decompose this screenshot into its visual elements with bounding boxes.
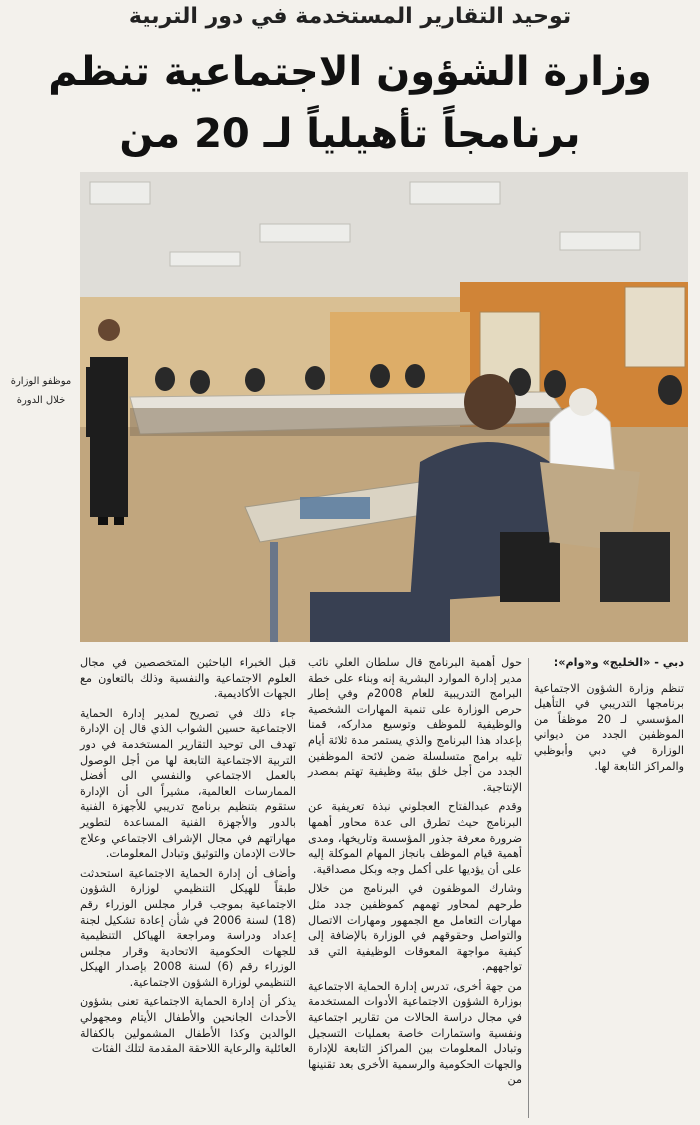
photo-illustration (80, 172, 688, 642)
paragraph: جاء ذلك في تصريح لمدير إدارة الحماية الاجتماعية حسين الشواب الذي قال إن الإدارة تهدف الى توحيد التقارير المستخدمة في دور التربية الاجتماعية التابعة لها من أجل الوصول بالعمل الاجتماعي والنفسي الى أفضل الممارسات العالمية، مشيراً الى أن الإدارة ستقوم بتنظيم برنامج تدريبي للأجهزة الفنية بالدور والأجهزة الفنية المساعدة لتطوير مهاراتهم في مجال الإشراف الاجتماعي وعلاج حالات الإدمان والتوثيق وتبادل المعلومات. (80, 706, 296, 861)
headline-line-2: برنامجاً تأهيلياً لـ 20 من (119, 111, 581, 157)
paragraph: حول أهمية البرنامج قال سلطان العلي نائب مدير إدارة الموارد البشرية إنه وبناء على خطة البرامج التدريبية للعام 2008م وفي إطار حرص الوزارة على تنمية المهارات الشخصية والوظيفية للموظف وتوسيع مداركه، قمنا بإعداد هذا البرنامج والذي يستمر مدة ثلاثة أيام تليه برامج متسلسلة ضمن لائحة الموظفين الجدد من أجل خلق بيئة وظيفية تهتم بمصدر الإنتاجية. (308, 656, 522, 794)
article-column-2 (308, 655, 522, 1092)
paragraph: يذكر أن إدارة الحماية الاجتماعية تعنى بشؤون الأحداث الجانحين والأطفال الأيتام ومجهولي الوالدين وكذا الأطفال المشمولين بالكفالة العائلية والرعاية اللاحقة المقدمة لتلك الفئات (80, 995, 296, 1056)
photo-caption: موظفو الوزارة خلال الدورة (10, 376, 72, 406)
article-column-1 (534, 655, 684, 778)
paragraph: وقدم عبدالفتاح العجلوني نبذة تعريفية عن البرنامج حيث تطرق الى عدة محاور أهمها ضرورة معرفة جذور المؤسسة وتاريخها، ومدى أهمية قيام الموظف بانجاز المهام الموكلة إليه على أن يؤديها على أكمل وجه وبكل مصداقية. (308, 800, 522, 876)
kicker-headline: توحيد التقارير المستخدمة في دور التربية (128, 4, 572, 29)
dateline: دبي - «الخليج» و«وام»: (553, 656, 684, 669)
paragraph: تنظم وزارة الشؤون الاجتماعية برنامجها التدريبي في التأهيل المؤسسي لـ 20 موظفاً من الموظفين الجدد من ديواني الوزارة في دبي وأبوظبي والمراكز التابعة لها. (534, 681, 684, 773)
article-column-3 (80, 655, 296, 1061)
headline-line-1: وزارة الشؤون الاجتماعية تنظم (48, 49, 652, 95)
paragraph: قبل الخبراء الباحثين المتخصصين في مجال العلوم الاجتماعية والنفسية وذلك بالتعاون مع الجهات الأكاديمية. (80, 656, 296, 701)
training-room-photo (80, 172, 688, 642)
column-divider (528, 658, 529, 1118)
paragraph: وشارك الموظفون في البرنامج من خلال طرحهم لمحاور تهمهم كموظفين جدد مثل مهارات التعامل مع الجمهور ومهارات الاتصال والتواصل وحقوقهم في الوزارة بالإضافة إلى كيفية مواجهة المعوقات الوظيفية التي قد تواجههم. (308, 882, 522, 974)
paragraph: من جهة أخرى، تدرس إدارة الحماية الاجتماعية بوزارة الشؤون الاجتماعية الأدوات المستخدمة في مجال دراسة الحالات من تقارير اجتماعية ونفسية واستمارات خاصة بعمليات التسجيل وتبادل المعلومات بين المراكز التابعة للإدارة والجهات الحكومية والرسمية الأخرى بعد تقنينها من (308, 979, 522, 1087)
paragraph: وأضاف أن إدارة الحماية الاجتماعية استحدثت طبقاً للهيكل التنظيمي لوزارة الشؤون الاجتماعية بموجب قرار مجلس الوزراء رقم (18) لسنة 2006 في شأن إعادة تشكيل لجنة إعداد ودراسة ومراجعة الهياكل التنظيمية للجهات الحكومية الاتحادية وقرار مجلس الوزراء رقم (6) لسنة 2008 بإصدار الهيكل التنظيمي لوزارة الشؤون الاجتماعية. (80, 866, 296, 989)
